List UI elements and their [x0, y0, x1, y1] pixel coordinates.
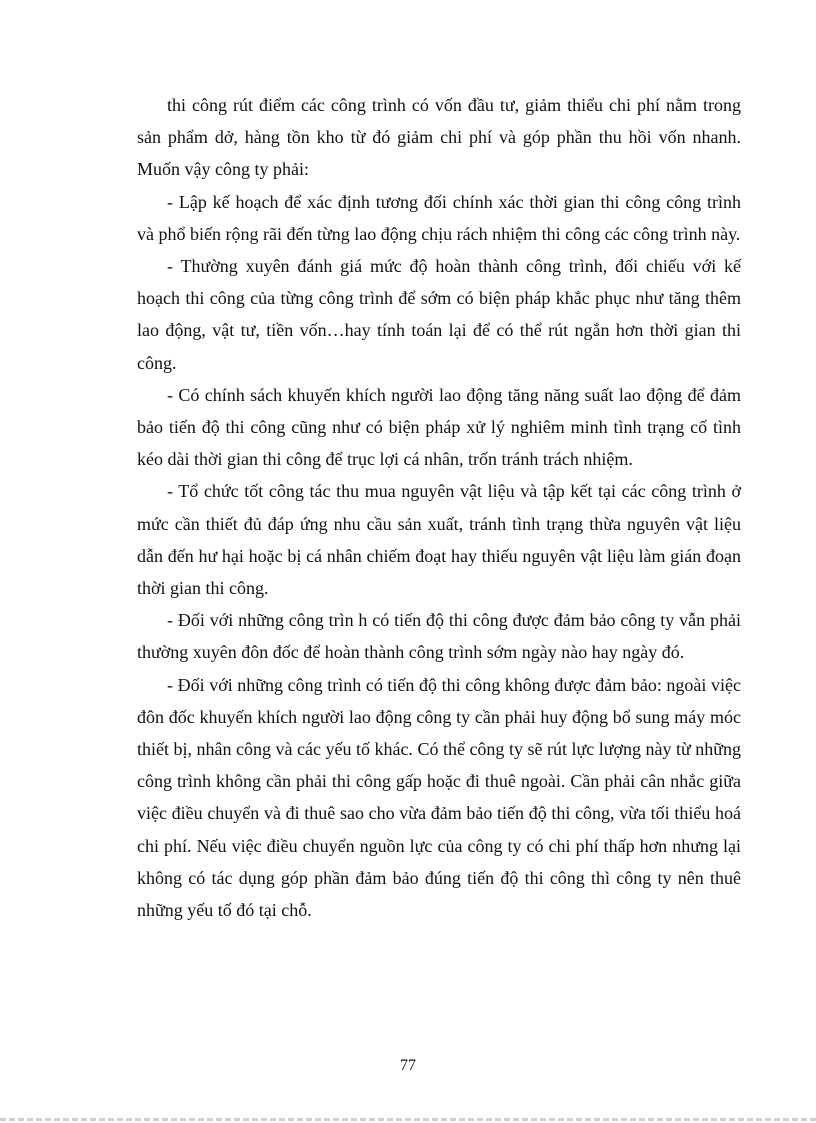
paragraph-planning: - Lập kế hoạch để xác định tương đối chính xác thời gian thi công công trình và phổ biến rộng rãi đến từng lao động chịu rách nhiệm thi công các công trình này.	[137, 191, 741, 244]
paragraph-on-schedule-projects: - Đối với những công trìn h có tiến độ thi công được đảm bảo công ty vẫn phải thường xuyên đôn đốc để hoàn thành công trình sớm ngày nào hay ngày đó.	[137, 610, 741, 663]
paragraph-material-procurement: - Tổ chức tốt công tác thu mua nguyên vật liệu và tập kết tại các công trình ở mức cần thiết đủ đáp ứng nhu cầu sản xuất, tránh tình trạng thừa nguyên vật liệu dẫn đến hư hại hoặc bị cá nhân chiếm đoạt hay thiếu nguyên vật liệu làm gián đoạn thời gian thi công.	[137, 481, 741, 599]
page-body	[137, 89, 741, 926]
bottom-divider	[0, 1118, 816, 1121]
paragraph-intro: thi công rút điểm các công trình có vốn đầu tư, giảm thiểu chi phí nằm trong sản phẩm dở, hàng tồn kho từ đó giảm chi phí và góp phần thu hồi vốn nhanh. Muốn vậy công ty phải:	[137, 95, 741, 180]
page-number: 77	[400, 1057, 416, 1074]
paragraph-evaluation: - Thường xuyên đánh giá mức độ hoàn thành công trình, đối chiếu với kế hoạch thi công của từng công trình để sớm có biện pháp khắc phục như tăng thêm lao động, vật tư, tiền vốn…hay tính toán lại để có thể rút ngắn hơn thời gian thi công.	[137, 256, 741, 373]
paragraph-delayed-projects: - Đối với những công trình có tiến độ thi công không được đảm bảo: ngoài việc đôn đốc khuyến khích người lao động công ty cần phải huy động bổ sung máy móc thiết bị, nhân công và các yếu tố khác. Có thể công ty sẽ rút lực lượng này từ những công trình không cần phải thi công gấp hoặc đi thuê ngoài. Cần phải cân nhắc giữa việc điều chuyển và đi thuê sao cho vừa đảm bảo tiến độ thi công, vừa tối thiểu hoá chi phí. Nếu việc điều chuyển nguồn lực của công ty có chi phí thấp hơn nhưng lại không có tác dụng góp phần đảm bảo đúng tiến độ thi công thì công ty nên thuê những yếu tố đó tại chỗ.	[137, 674, 741, 921]
paragraph-incentive-policy: - Có chính sách khuyến khích người lao động tăng năng suất lao động để đảm bảo tiến độ thi công cũng như có biện pháp xử lý nghiêm minh tình trạng cố tình kéo dài thời gian thi công để trục lợi cá nhân, trốn tránh trách nhiệm.	[137, 384, 741, 470]
